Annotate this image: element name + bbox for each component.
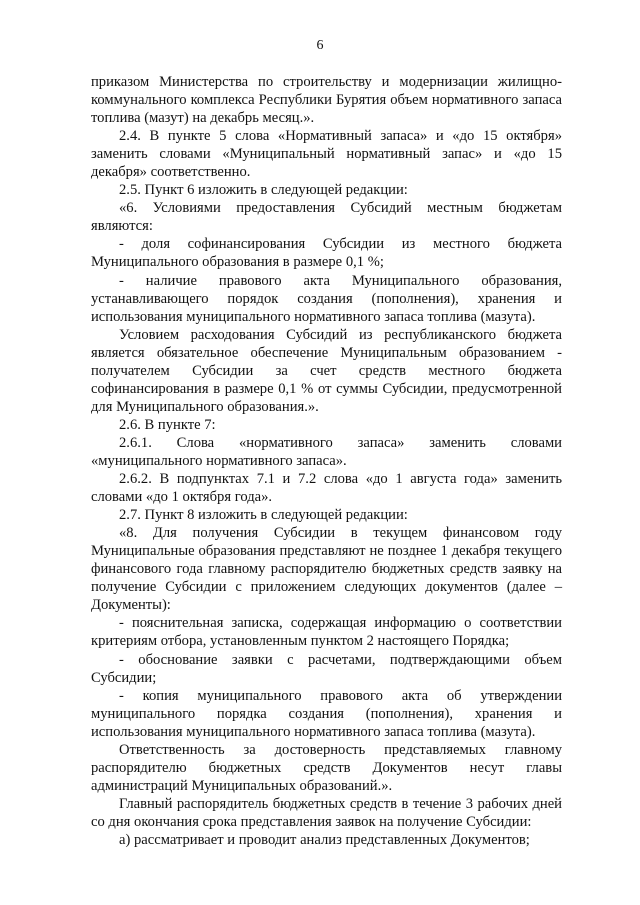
paragraph: Ответственность за достоверность представляемых главному распорядителю бюджетных средств Документов несут главы администраций Муниципальных образований.». (91, 741, 562, 794)
paragraph: - копия муниципального правового акта об утверждении муниципального порядка создания (пополнения), хранения и использования муниципального нормативного запаса топлива (мазута). (91, 687, 562, 740)
paragraph: 2.4. В пункте 5 слова «Нормативный запаса» и «до 15 октября» заменить словами «Муниципальный нормативный запас» и «до 15 декабря» соответственно. (91, 128, 562, 181)
paragraph: 2.6.1. Слова «нормативного запаса» заменить словами «муниципального нормативного запаса». (91, 434, 562, 469)
paragraph: - пояснительная записка, содержащая информацию о соответствии критериям отбора, установленным пунктом 2 настоящего Порядка; (91, 615, 562, 650)
paragraph: 2.5. Пункт 6 изложить в следующей редакции: (119, 182, 408, 199)
document-body (91, 73, 562, 849)
paragraph: - наличие правового акта Муниципального образования, устанавливающего порядок создания (пополнения), хранения и использования муниципального нормативного запаса топлива (мазута). (91, 272, 562, 325)
paragraph: приказом Министерства по строительству и модернизации жилищно-коммунального комплекса Республики Бурятия объем нормативного запаса топлива (мазут) на декабрь месяц.». (91, 74, 562, 127)
paragraph: а) рассматривает и проводит анализ представленных Документов; (119, 831, 530, 848)
paragraph: - обоснование заявки с расчетами, подтверждающими объем Субсидии; (91, 651, 562, 686)
paragraph: 2.7. Пункт 8 изложить в следующей редакции: (119, 507, 408, 524)
page-number: 6 (316, 38, 324, 53)
paragraph: Условием расходования Субсидий из республиканского бюджета является обязательное обеспечение Муниципальным образованием - получателем Субсидии за счет средств местного бюджета софинансирования в размере 0,1 % от суммы Субсидии, предусмотренной для Муниципального образования.». (91, 326, 562, 415)
paragraph: 2.6. В пункте 7: (119, 416, 216, 433)
paragraph: «8. Для получения Субсидии в текущем финансовом году Муниципальные образования представляют не позднее 1 декабря текущего финансового года главному распорядителю бюджетных средств заявку на получение Субсидии с приложением следующих документов (далее – Документы): (91, 525, 562, 614)
paragraph: 2.6.2. В подпунктах 7.1 и 7.2 слова «до 1 августа года» заменить словами «до 1 октября года». (91, 471, 562, 506)
paragraph: «6. Условиями предоставления Субсидий местным бюджетам являются: (91, 200, 562, 235)
paragraph: - доля софинансирования Субсидии из местного бюджета Муниципального образования в размере 0,1 %; (91, 236, 562, 271)
paragraph: Главный распорядитель бюджетных средств в течение 3 рабочих дней со дня окончания срока представления заявок на получение Субсидии: (91, 795, 562, 830)
